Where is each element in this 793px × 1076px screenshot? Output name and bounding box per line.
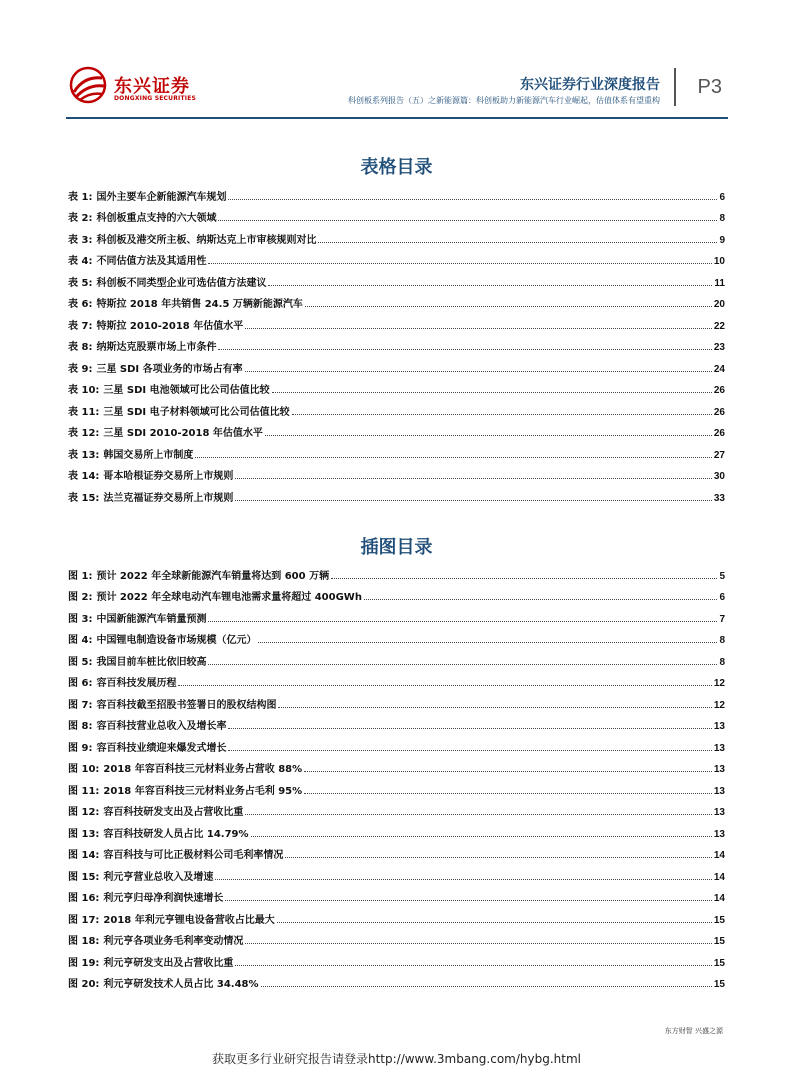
toc-entry[interactable] <box>68 353 725 375</box>
toc-entry-label <box>68 588 362 603</box>
toc-entry[interactable] <box>68 267 725 289</box>
toc-entry-text: 容百科技营业总收入及增长率 <box>96 721 227 732</box>
toc-entry-number: 表 1: <box>68 191 93 203</box>
toc-leader-dots <box>208 664 717 665</box>
toc-leader-dots <box>364 599 717 600</box>
toc-entry-text: 韩国交易所上市制度 <box>103 449 194 461</box>
toc-entry-label <box>68 446 193 461</box>
toc-entry-text: 不同估值方法及其适用性 <box>96 256 207 267</box>
toc-leader-dots <box>251 836 712 837</box>
toc-leader-dots <box>318 242 717 243</box>
toc-entry[interactable] <box>68 482 725 504</box>
toc-entry-number: 图 6: <box>68 678 93 689</box>
report-title: 东兴证券行业深度报告 <box>520 77 660 93</box>
toc-entry-page: 13 <box>713 742 725 754</box>
toc-entry-page: 15 <box>713 914 725 926</box>
toc-entry-page: 26 <box>713 406 725 418</box>
toc-leader-dots <box>245 328 712 329</box>
toc-entry-page: 13 <box>713 828 725 840</box>
toc-leader-dots <box>235 500 711 501</box>
toc-entry-label <box>68 975 259 990</box>
toc-entry[interactable] <box>68 883 725 905</box>
toc-entry-text: 三星 SDI 电子材料领域可比公司估值比较 <box>103 406 290 418</box>
toc-entry-label <box>68 188 226 203</box>
toc-entry[interactable] <box>68 668 725 690</box>
toc-entry-label <box>68 932 243 947</box>
toc-entry-number: 图 14: <box>68 850 100 861</box>
toc-entry[interactable] <box>68 732 725 754</box>
toc-leader-dots <box>235 478 711 479</box>
toc-entry-page: 15 <box>713 957 725 969</box>
toc-leader-dots <box>208 263 711 264</box>
footer-slogan: 东方财智 兴盛之源 <box>664 1027 723 1035</box>
toc-entry[interactable] <box>68 418 725 440</box>
toc-entry-page: 14 <box>713 893 725 904</box>
toc-entry-page: 11 <box>714 277 725 289</box>
toc-entry-label <box>68 338 216 353</box>
toc-entry-number: 图 12: <box>68 807 100 818</box>
toc-entry-text: 容百科技发展历程 <box>96 678 177 689</box>
toc-entry-page: 23 <box>713 342 725 353</box>
toc-leader-dots <box>305 306 712 307</box>
toc-entry-label <box>68 889 223 904</box>
toc-entry-page: 15 <box>713 979 725 990</box>
toc-entry[interactable] <box>68 603 725 625</box>
toc-entry-text: 三星 SDI 2010-2018 年估值水平 <box>103 428 263 439</box>
toc-entry-label <box>68 209 216 224</box>
toc-entry-number: 图 9: <box>68 742 93 754</box>
toc-entry[interactable] <box>68 560 725 582</box>
toc-entry-text: 科创板及港交所主板、纳斯达克上市审核规则对比 <box>96 234 317 246</box>
toc-entry-page: 13 <box>713 721 725 732</box>
toc-entry-text: 容百科技截至招股书签署日的股权结构图 <box>96 699 277 711</box>
toc-entry-number: 表 5: <box>68 277 93 289</box>
toc-leader-dots <box>304 771 712 772</box>
toc-entry-number: 图 8: <box>68 721 93 732</box>
figures-toc-list <box>68 560 725 990</box>
toc-entry-number: 表 4: <box>68 256 93 267</box>
toc-entry-text: 科创板重点支持的六大领域 <box>96 213 217 224</box>
toc-entry[interactable] <box>68 310 725 332</box>
header-rule <box>66 117 728 119</box>
toc-entry-number: 表 3: <box>68 234 93 246</box>
toc-leader-dots <box>268 285 712 286</box>
toc-entry-text: 利元亨研发技术人员占比 34.48% <box>103 979 259 990</box>
toc-entry-page: 5 <box>719 570 725 582</box>
toc-entry-label <box>68 760 302 775</box>
toc-leader-dots <box>277 922 712 923</box>
toc-entry-text: 利元亨归母净利润快速增长 <box>103 893 224 904</box>
toc-entry[interactable] <box>68 797 725 819</box>
toc-entry-text: 2018 年利元亨锂电设备营收占比最大 <box>103 914 275 926</box>
toc-entry-label <box>68 252 206 267</box>
toc-entry[interactable] <box>68 332 725 354</box>
toc-entry-text: 容百科技业绩迎来爆发式增长 <box>96 742 227 754</box>
tables-toc-title: 表格目录 <box>360 157 433 178</box>
report-subtitle: 科创板系列报告（五）之新能源篇：科创板助力新能源汽车行业崛起，估值体系有望重构 <box>348 96 660 105</box>
toc-entry[interactable] <box>68 711 725 733</box>
toc-entry-label <box>68 610 206 625</box>
toc-entry-number: 表 13: <box>68 449 100 461</box>
toc-entry[interactable] <box>68 203 725 225</box>
header-divider <box>674 68 676 106</box>
toc-entry-page: 30 <box>713 471 725 482</box>
toc-entry-page: 22 <box>713 320 725 332</box>
toc-entry-number: 图 16: <box>68 893 100 904</box>
toc-entry-label <box>68 424 263 439</box>
toc-leader-dots <box>218 349 711 350</box>
toc-leader-dots <box>218 220 717 221</box>
logo-chinese-name: 东兴证券 <box>114 76 190 97</box>
toc-entry-text: 特斯拉 2010-2018 年估值水平 <box>96 320 244 332</box>
toc-entry-text: 预计 2022 年全球新能源汽车销量将达到 600 万辆 <box>96 570 330 582</box>
toc-entry-number: 图 5: <box>68 656 93 668</box>
toc-entry[interactable] <box>68 461 725 483</box>
toc-entry[interactable] <box>68 289 725 311</box>
toc-entry[interactable] <box>68 246 725 268</box>
toc-leader-dots <box>265 435 712 436</box>
toc-entry-number: 图 19: <box>68 957 100 969</box>
logo-english-name: DONGXING SECURITIES <box>114 95 197 102</box>
toc-entry-number: 图 3: <box>68 613 93 625</box>
toc-entry-number: 表 7: <box>68 320 93 332</box>
toc-entry-label <box>68 739 226 754</box>
toc-entry-label <box>68 911 275 926</box>
toc-entry[interactable] <box>68 181 725 203</box>
toc-entry-label <box>68 295 303 310</box>
toc-entry-number: 表 14: <box>68 471 100 482</box>
toc-entry-label <box>68 825 249 840</box>
toc-entry-text: 特斯拉 2018 年共销售 24.5 万辆新能源汽车 <box>96 299 303 310</box>
toc-entry-page: 12 <box>713 678 725 689</box>
page-header <box>66 62 728 120</box>
toc-entry-number: 图 20: <box>68 979 100 990</box>
toc-entry-label <box>68 696 276 711</box>
toc-entry[interactable] <box>68 926 725 948</box>
toc-entry-text: 容百科技与可比正极材料公司毛利率情况 <box>103 850 284 861</box>
toc-entry-page: 24 <box>713 363 725 375</box>
toc-entry-page: 7 <box>719 613 725 625</box>
toc-entry[interactable] <box>68 840 725 862</box>
toc-leader-dots <box>292 414 712 415</box>
toc-entry-label <box>68 403 290 418</box>
toc-entry-text: 我国目前车桩比依旧较高 <box>96 656 207 668</box>
toc-entry-text: 2018 年容百科技三元材料业务占毛利 95% <box>103 785 303 797</box>
toc-leader-dots <box>228 750 711 751</box>
toc-entry[interactable] <box>68 689 725 711</box>
toc-entry-label <box>68 954 233 969</box>
toc-leader-dots <box>208 621 717 622</box>
toc-leader-dots <box>272 392 712 393</box>
toc-entry-label <box>68 274 266 289</box>
toc-entry-text: 法兰克福证券交易所上市规则 <box>103 492 234 504</box>
toc-entry-page: 14 <box>713 850 725 861</box>
toc-leader-dots <box>245 814 711 815</box>
toc-entry-label <box>68 868 213 883</box>
tables-toc-list <box>68 181 725 504</box>
toc-entry-page: 13 <box>713 764 725 775</box>
toc-entry[interactable] <box>68 775 725 797</box>
toc-entry[interactable] <box>68 754 725 776</box>
toc-leader-dots <box>304 793 712 794</box>
toc-entry-text: 三星 SDI 电池领域可比公司估值比较 <box>103 385 270 396</box>
toc-leader-dots <box>235 965 711 966</box>
toc-leader-dots <box>331 578 717 579</box>
toc-entry-text: 国外主要车企新能源汽车规划 <box>96 191 227 203</box>
toc-entry[interactable] <box>68 396 725 418</box>
figures-toc-title: 插图目录 <box>360 537 433 558</box>
toc-entry-number: 图 11: <box>68 785 100 797</box>
toc-entry-text: 利元亨各项业务毛利率变动情况 <box>103 936 244 947</box>
toc-entry-page: 8 <box>719 656 725 668</box>
toc-entry-label <box>68 231 316 246</box>
toc-entry-page: 6 <box>719 592 725 603</box>
toc-entry-page: 26 <box>713 385 725 396</box>
toc-entry-page: 20 <box>713 299 725 310</box>
toc-entry-label <box>68 567 329 582</box>
toc-entry-label <box>68 846 283 861</box>
toc-leader-dots <box>285 857 711 858</box>
toc-entry-label <box>68 717 226 732</box>
toc-entry-number: 图 4: <box>68 635 93 646</box>
toc-entry[interactable] <box>68 375 725 397</box>
toc-entry-label <box>68 317 243 332</box>
toc-entry-text: 科创板不同类型企业可选估值方法建议 <box>96 277 267 289</box>
toc-entry[interactable] <box>68 439 725 461</box>
toc-leader-dots <box>225 900 711 901</box>
toc-entry-number: 表 12: <box>68 428 100 439</box>
toc-entry-label <box>68 360 243 375</box>
toc-entry[interactable] <box>68 224 725 246</box>
toc-entry-text: 中国新能源汽车销量预测 <box>96 613 207 625</box>
toc-leader-dots <box>215 879 711 880</box>
toc-entry-number: 图 10: <box>68 764 100 775</box>
toc-entry-number: 表 9: <box>68 363 93 375</box>
toc-entry[interactable] <box>68 861 725 883</box>
toc-entry-page: 6 <box>719 191 725 203</box>
toc-entry-number: 图 15: <box>68 871 100 883</box>
toc-entry-number: 表 10: <box>68 385 100 396</box>
toc-leader-dots <box>228 199 717 200</box>
toc-entry[interactable] <box>68 582 725 604</box>
toc-entry-text: 三星 SDI 各项业务的市场占有率 <box>96 363 243 375</box>
page-number: P3 <box>697 76 722 98</box>
toc-entry-label <box>68 467 233 482</box>
toc-entry-page: 10 <box>713 256 725 267</box>
toc-entry-page: 14 <box>713 871 725 883</box>
toc-entry-text: 容百科技研发人员占比 14.79% <box>103 828 249 840</box>
toc-entry-number: 图 7: <box>68 699 93 711</box>
toc-entry-text: 利元亨营业总收入及增速 <box>103 871 214 883</box>
footer-watermark: 获取更多行业研究报告请登录http://www.3mbang.com/hybg.html <box>211 1052 581 1066</box>
toc-entry-label <box>68 803 243 818</box>
toc-entry-page: 27 <box>713 449 725 461</box>
toc-entry-label <box>68 782 302 797</box>
toc-entry-label <box>68 653 206 668</box>
toc-entry-number: 表 6: <box>68 299 93 310</box>
toc-entry-page: 9 <box>719 234 725 246</box>
toc-entry-number: 图 17: <box>68 914 100 926</box>
toc-entry-text: 容百科技研发支出及占营收比重 <box>103 807 244 818</box>
toc-entry-label <box>68 489 233 504</box>
toc-leader-dots <box>278 707 711 708</box>
toc-entry[interactable] <box>68 904 725 926</box>
toc-entry[interactable] <box>68 818 725 840</box>
toc-entry-page: 13 <box>713 807 725 818</box>
toc-entry-page: 12 <box>713 699 725 711</box>
toc-entry-page: 33 <box>713 492 725 504</box>
toc-entry-page: 8 <box>719 213 725 224</box>
toc-entry-label <box>68 381 270 396</box>
toc-entry[interactable] <box>68 947 725 969</box>
toc-entry[interactable] <box>68 625 725 647</box>
toc-entry-text: 预计 2022 年全球电动汽车锂电池需求量将超过 400GWh <box>96 592 362 603</box>
toc-entry-text: 纳斯达克股票市场上市条件 <box>96 342 217 353</box>
toc-leader-dots <box>195 457 711 458</box>
toc-entry-label <box>68 631 256 646</box>
toc-entry-text: 哥本哈根证券交易所上市规则 <box>103 471 234 482</box>
toc-entry-number: 图 1: <box>68 570 93 582</box>
toc-leader-dots <box>245 371 712 372</box>
toc-entry-text: 利元亨研发支出及占营收比重 <box>103 957 234 969</box>
dongxing-logo-icon <box>66 66 110 104</box>
toc-entry-number: 表 2: <box>68 213 93 224</box>
toc-entry-text: 中国锂电制造设备市场规模（亿元） <box>96 635 257 646</box>
toc-entry[interactable] <box>68 969 725 991</box>
toc-entry-number: 表 8: <box>68 342 93 353</box>
toc-entry-page: 8 <box>719 635 725 646</box>
toc-leader-dots <box>258 642 717 643</box>
toc-entry[interactable] <box>68 646 725 668</box>
toc-entry-text: 2018 年容百科技三元材料业务占营收 88% <box>103 764 303 775</box>
toc-entry-page: 15 <box>713 936 725 947</box>
toc-leader-dots <box>228 728 711 729</box>
toc-entry-number: 表 15: <box>68 492 100 504</box>
toc-entry-page: 13 <box>713 785 725 797</box>
toc-entry-number: 图 2: <box>68 592 93 603</box>
toc-entry-page: 26 <box>713 428 725 439</box>
toc-entry-number: 表 11: <box>68 406 100 418</box>
toc-leader-dots <box>245 943 711 944</box>
toc-entry-number: 图 13: <box>68 828 100 840</box>
toc-entry-number: 图 18: <box>68 936 100 947</box>
toc-leader-dots <box>178 685 711 686</box>
toc-leader-dots <box>261 986 712 987</box>
toc-entry-label <box>68 674 176 689</box>
